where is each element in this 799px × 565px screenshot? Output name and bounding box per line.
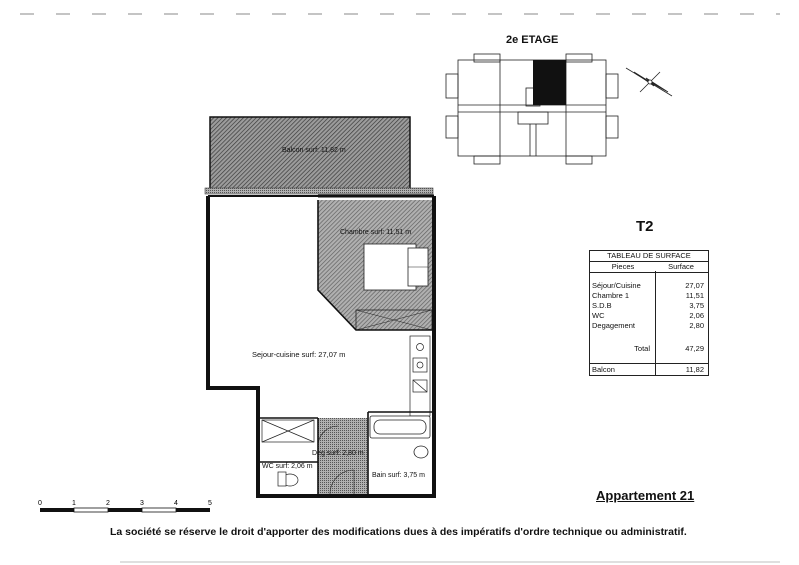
table-row bbox=[590, 321, 708, 331]
scale-tick: 5 bbox=[208, 500, 212, 507]
table-title: TABLEAU DE SURFACE bbox=[590, 251, 708, 262]
table-header bbox=[590, 262, 708, 273]
total-row bbox=[590, 344, 708, 354]
total-value: 47,29 bbox=[685, 344, 704, 353]
total-label: Total bbox=[634, 344, 650, 353]
surface-table bbox=[589, 250, 709, 376]
balcony-row bbox=[590, 363, 708, 376]
scale-tick: 2 bbox=[106, 500, 110, 507]
disclaimer: La société se réserve le droit d'apporter des modifications dues à des impératifs d'ordre technique ou administratif. bbox=[110, 526, 687, 538]
shower bbox=[262, 420, 314, 442]
scale-tick: 4 bbox=[174, 500, 178, 507]
balcony-label: Balcon surf: 11,82 m bbox=[282, 147, 346, 154]
bedroom-label: Chambre surf: 11,51 m bbox=[340, 229, 412, 236]
row-name: Degagement bbox=[592, 321, 635, 330]
table-row bbox=[590, 301, 708, 311]
bathtub bbox=[370, 416, 430, 438]
scale-tick: 3 bbox=[140, 500, 144, 507]
washbasin bbox=[414, 446, 428, 458]
floor-label: 2e ETAGE bbox=[506, 34, 559, 46]
table-row bbox=[590, 291, 708, 301]
balcony-row-label: Balcon bbox=[592, 365, 615, 374]
row-value: 2,80 bbox=[689, 321, 704, 330]
table-row bbox=[590, 281, 708, 291]
balcony-row-value: 11,82 bbox=[685, 365, 704, 374]
header-surface: Surface bbox=[668, 262, 694, 271]
row-name: Séjour/Cuisine bbox=[592, 281, 641, 290]
row-value: 11,51 bbox=[685, 291, 704, 300]
scale-tick: 1 bbox=[72, 500, 76, 507]
living-label: Sejour-cuisine surf: 27,07 m bbox=[252, 350, 346, 359]
row-name: Chambre 1 bbox=[592, 291, 630, 300]
compass-icon bbox=[626, 68, 672, 96]
scale-tick: 0 bbox=[38, 500, 42, 507]
header-rooms: Pieces bbox=[611, 262, 635, 271]
row-name: WC bbox=[592, 311, 605, 320]
scale-bar bbox=[40, 508, 210, 512]
apartment-name: Appartement 21 bbox=[596, 488, 695, 503]
row-name: S.D.B bbox=[592, 301, 612, 310]
building-key-plan bbox=[446, 54, 618, 164]
hallway-label: Deg surf: 2,80 m bbox=[312, 450, 364, 457]
apartment-highlight bbox=[533, 60, 566, 105]
apartment-type: T2 bbox=[636, 218, 654, 235]
wc-label: WC surf: 2,06 m bbox=[262, 463, 313, 470]
table-row bbox=[590, 311, 708, 321]
balcony-railing bbox=[205, 188, 433, 194]
scale-ticks bbox=[38, 500, 212, 507]
bathroom-label: Bain surf: 3,75 m bbox=[372, 472, 425, 479]
row-value: 3,75 bbox=[689, 301, 704, 310]
kitchen-counter bbox=[410, 336, 430, 416]
wc-toilet bbox=[278, 472, 298, 486]
row-value: 2,06 bbox=[689, 311, 704, 320]
row-value: 27,07 bbox=[685, 281, 704, 290]
